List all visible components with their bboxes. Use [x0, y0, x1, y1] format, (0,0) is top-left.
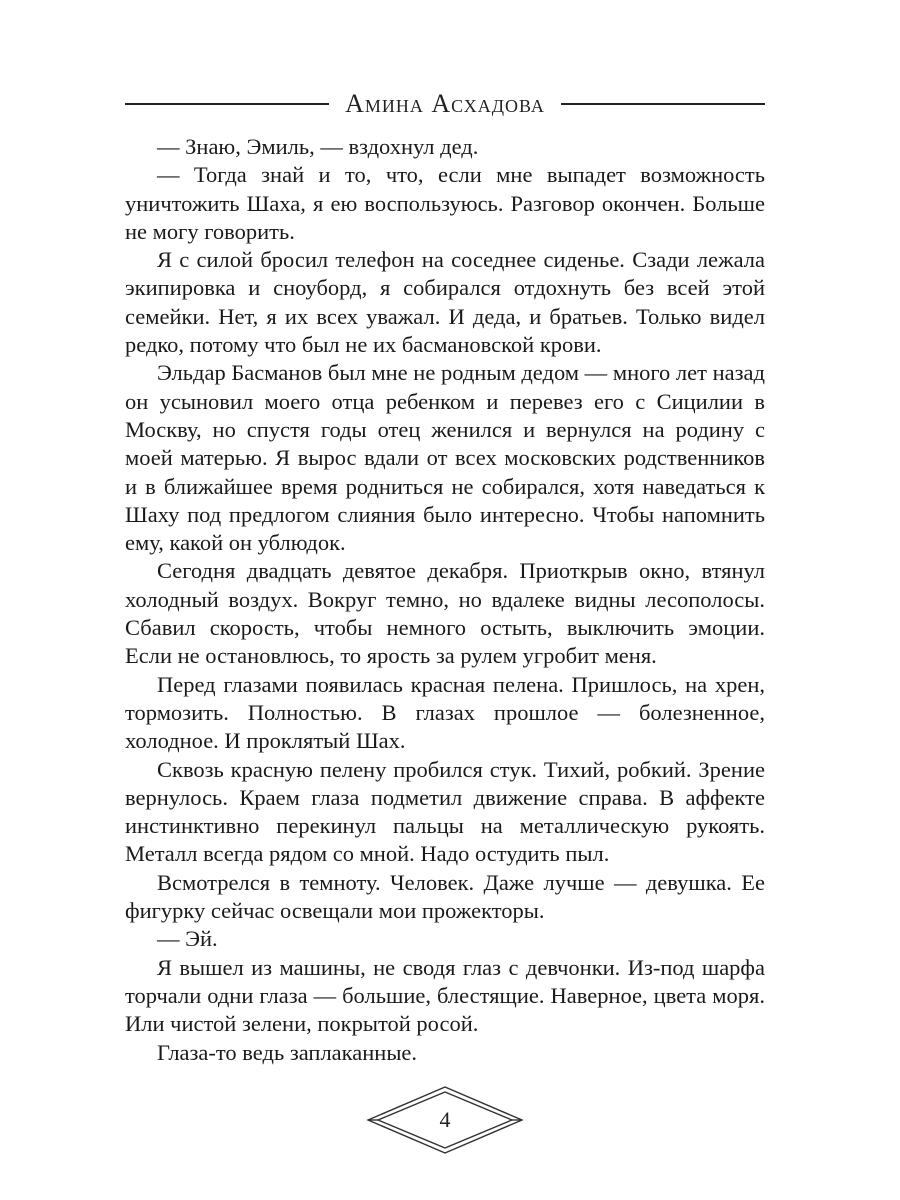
paragraph: — Тогда знай и то, что, если мне выпадет возможность уничтожить Шаха, я ею воспользуюсь. Разговор окончен. Больше не могу говорить.: [125, 162, 765, 244]
paragraph: Сквозь красную пелену пробился стук. Тихий, робкий. Зрение вернулось. Краем глаза подметил движение справа. В аффекте инстинктивно перекинул пальцы на металлическую рукоять. Металл всегда рядом со мной. Надо остудить пыл.: [125, 756, 765, 867]
paragraph: Я с силой бросил телефон на соседнее сиденье. Сзади лежала экипировка и сноуборд, я собирался отдохнуть без всей этой семейки. Нет, я их всех уважал. И деда, и братьев. Только видел редко, потому что был не их басмановской крови.: [125, 247, 765, 358]
paragraph: Глаза-то ведь заплаканные.: [157, 1039, 418, 1065]
page-footer: [366, 1085, 524, 1155]
paragraph: — Знаю, Эмиль, — вздохнул дед.: [157, 134, 479, 159]
author-name: Амина Асхадова: [345, 89, 545, 118]
paragraph: Перед глазами появилась красная пелена. Пришлось, на хрен, тормозить. Полностью. В глазах прошлое — болезненное, холодное. И проклятый Шах.: [125, 671, 765, 754]
header-rule-left: [125, 103, 329, 105]
paragraph: Всмотрелся в темноту. Человек. Даже лучше — девушка. Ее фигурку сейчас освещали мои прожекторы.: [125, 869, 765, 924]
paragraph: Сегодня двадцать девятое декабря. Приоткрыв окно, втянул холодный воздух. Вокруг темно, но вдалеке видны лесополосы. Сбавил скорость, чтобы немного остыть, выключить эмоции. Если не остановлюсь, то ярость за рулем угробит меня.: [125, 558, 765, 669]
header-rule-right: [561, 103, 765, 105]
body-text: [125, 133, 765, 1067]
running-header: [125, 84, 765, 124]
page-number: 4: [439, 1107, 451, 1132]
paragraph: Эльдар Басманов был мне не родным дедом — много лет назад он усыновил моего отца ребенком и перевез его с Сицилии в Москву, но спустя годы отец женился и вернулся на родину с моей матерью. Я вырос вдали от всех московских родственников и в ближайшее время родниться не собирался, хотя наведаться к Шаху под предлогом слияния было интересно. Чтобы напомнить ему, какой он ублюдок.: [125, 360, 765, 556]
paragraph: Я вышел из машины, не сводя глаз с девчонки. Из-под шарфа торчали одни глаза — большие, блестящие. Наверное, цвета моря. Или чистой зелени, покрытой росой.: [125, 954, 765, 1037]
paragraph: — Эй.: [157, 926, 218, 952]
